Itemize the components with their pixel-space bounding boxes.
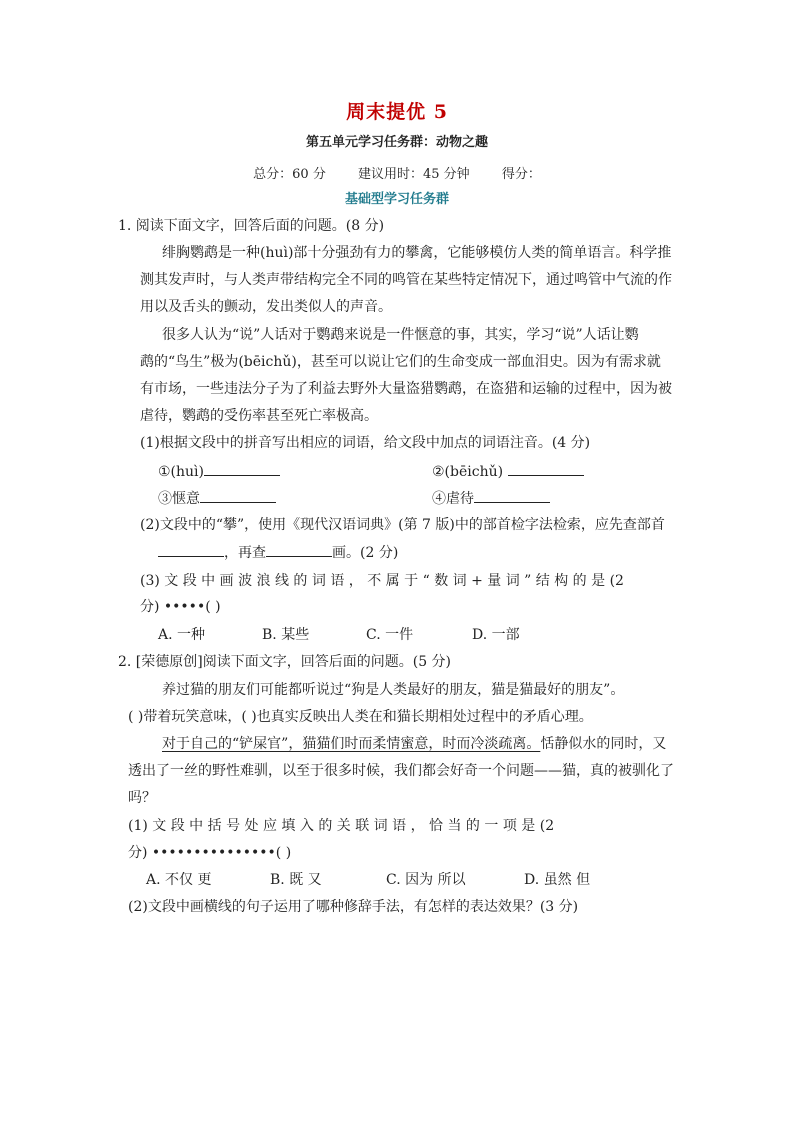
q1-opt2: ②(bēichǔ) <box>432 461 584 482</box>
q2-line5: 吗？ <box>128 790 156 806</box>
q2-line1: 养过猫的朋友们可能都听说过“狗是人类最好的朋友，猫是猫最好的朋友”。 <box>162 682 625 698</box>
q1-choice-a[interactable]: A. 一种 <box>158 627 206 643</box>
q1-choice-c[interactable]: C. 一件 <box>366 627 414 643</box>
q1-p1-line1: 绯胸鹦鹉是一种(huì)部十分强劲有力的攀禽，它能够模仿人类的简单语言。科学推 <box>162 245 672 261</box>
q1-choice-d[interactable]: D. 一部 <box>472 627 520 643</box>
answer-blank[interactable] <box>158 542 224 557</box>
underlined-sentence: 对于自己的“铲屎官”，猫猫们时而柔情蜜意，时而冷淡疏离。 <box>162 736 541 752</box>
q2-choice-b[interactable]: B. 既 又 <box>270 872 322 888</box>
q1-p1-line2: 测其发声时，与人类声带结构完全不同的鸣管在某些特定情况下，通过鸣管中气流的作 <box>140 272 672 288</box>
total-score: 总分：60 分 <box>253 167 326 182</box>
score-field: 得分： <box>501 167 541 182</box>
q1-sub2-line2: ，再查 画。(2 分) <box>158 542 398 563</box>
q1-opt1: ①(huì) <box>158 461 280 482</box>
q1-opt4: ④虐待 <box>432 488 550 509</box>
q2-sub1-line1: (1) 文 段 中 括 号 处 应 填 入 的 关 联 词 语 ， 恰 当 的 一 项 是 (2 <box>128 818 555 834</box>
answer-blank[interactable] <box>204 461 280 476</box>
q2-choice-c[interactable]: C. 因为 所以 <box>386 872 466 888</box>
q1-p2-line3: 有市场，一些违法分子为了利益去野外大量盗猎鹦鹉，在盗猎和运输的过程中，因为被 <box>140 381 672 397</box>
q2-line2: ( )带着玩笑意味，( )也真实反映出人类在和猫长期相处过程中的矛盾心理。 <box>128 709 593 725</box>
suggested-time: 建议用时：45 分钟 <box>357 167 470 182</box>
q1-p1-line3: 用以及舌头的颤动，发出类似人的声音。 <box>140 299 392 315</box>
section-heading: 基础型学习任务群 <box>344 192 449 207</box>
q1-p2-line1: 很多人认为“说”人话对于鹦鹉来说是一件惬意的事，其实，学习“说”人话让鹦 <box>162 327 639 343</box>
q1-sub3-line1: (3) 文 段 中 画 波 浪 线 的 词 语 ， 不 属 于 “ 数 词 + 量 词 ” 结 构 的 是 (2 <box>140 573 624 589</box>
q2-line3: 对于自己的“铲屎官”，猫猫们时而柔情蜜意，时而冷淡疏离。恬静似水的同时，又 <box>162 736 667 752</box>
q2-sub2: (2)文段中画横线的句子运用了哪种修辞手法，有怎样的表达效果？(3 分) <box>128 899 579 915</box>
exam-meta <box>0 163 794 182</box>
q2-choice-a[interactable]: A. 不仅 更 <box>146 872 212 888</box>
q1-opt3: ③惬意 <box>158 488 276 509</box>
q2-choice-d[interactable]: D. 虽然 但 <box>524 872 591 888</box>
q2-sub1-line2: 分) •••••••••••••••( ) <box>128 845 292 861</box>
answer-blank[interactable] <box>474 488 550 503</box>
answer-blank[interactable] <box>508 461 584 476</box>
q1-sub2-line1: (2)文段中的“攀”，使用《现代汉语词典》(第 7 版)中的部首检字法检索，应先查部首 <box>140 517 665 533</box>
q1-sub1: (1)根据文段中的拼音写出相应的词语，给文段中加点的词语注音。(4 分) <box>140 435 591 451</box>
q1-p2-line4: 虐待，鹦鹉的受伤率甚至死亡率极高。 <box>140 408 378 424</box>
q1-stem: 1. 阅读下面文字，回答后面的问题。(8 分) <box>118 218 385 234</box>
q1-sub3-line2: 分) •••••( ) <box>140 599 221 615</box>
q2-stem: 2. [荣德原创]阅读下面文字，回答后面的问题。(5 分) <box>118 654 452 670</box>
q1-p2-line2: 鹉的“鸟生”极为(bēichǔ)，甚至可以说让它们的生命变成一部血泪史。因为有需求就 <box>140 354 661 370</box>
page-title: 周末提优 5 <box>346 101 448 123</box>
q1-choice-b[interactable]: B. 某些 <box>262 627 310 643</box>
q2-line4: 透出了一丝的野性难驯，以至于很多时候，我们都会好奇一个问题——猫，真的被驯化了 <box>128 763 674 779</box>
answer-blank[interactable] <box>200 488 276 503</box>
answer-blank[interactable] <box>266 542 332 557</box>
page-subtitle: 第五单元学习任务群：动物之趣 <box>305 135 488 150</box>
